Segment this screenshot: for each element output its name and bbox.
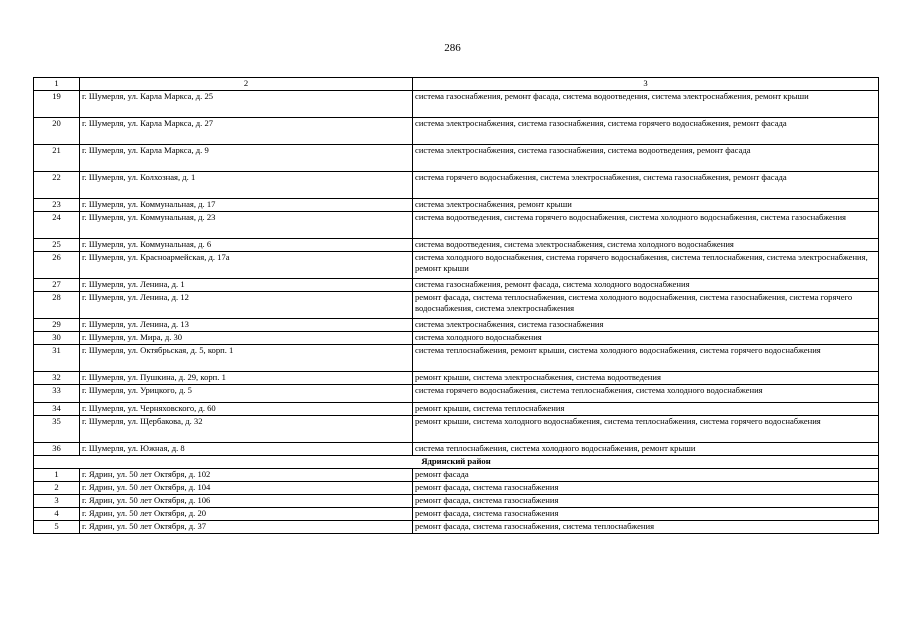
section-title: Ядринский район xyxy=(34,455,879,468)
row-address: г. Шумерля, ул. Красноармейская, д. 17а xyxy=(80,251,413,278)
row-number: 5 xyxy=(34,520,80,533)
row-number: 28 xyxy=(34,291,80,318)
table-row xyxy=(34,238,879,251)
column-header-works: 3 xyxy=(413,78,879,91)
row-works: система горячего водоснабжения, система электроснабжения, система газоснабжения, ремонт фасада xyxy=(413,171,879,198)
table-row xyxy=(34,90,879,117)
row-address: г. Шумерля, ул. Карла Маркса, д. 27 xyxy=(80,117,413,144)
row-works: система теплоснабжения, ремонт крыши, система холодного водоснабжения, система горячего водоснабжения xyxy=(413,344,879,371)
table-row xyxy=(34,211,879,238)
row-works: система электроснабжения, система газоснабжения xyxy=(413,318,879,331)
table-row xyxy=(34,198,879,211)
row-address: г. Шумерля, ул. Ленина, д. 1 xyxy=(80,278,413,291)
row-address: г. Ядрин, ул. 50 лет Октября, д. 102 xyxy=(80,468,413,481)
row-number: 4 xyxy=(34,507,80,520)
row-works: система электроснабжения, ремонт крыши xyxy=(413,198,879,211)
table-row xyxy=(34,415,879,442)
table-header-row xyxy=(34,78,879,91)
row-number: 21 xyxy=(34,144,80,171)
row-works: ремонт фасада, система газоснабжения xyxy=(413,481,879,494)
table-body xyxy=(34,78,879,534)
table-row xyxy=(34,507,879,520)
row-address: г. Шумерля, ул. Коммунальная, д. 17 xyxy=(80,198,413,211)
row-works: система электроснабжения, система газоснабжения, система горячего водоснабжения, ремонт фасада xyxy=(413,117,879,144)
row-number: 19 xyxy=(34,90,80,117)
row-address: г. Шумерля, ул. Черняховского, д. 60 xyxy=(80,402,413,415)
column-header-address: 2 xyxy=(80,78,413,91)
row-works: ремонт фасада, система теплоснабжения, система холодного водоснабжения, система газоснабжения, система горячего водоснабжения, система электроснабжения xyxy=(413,291,879,318)
row-address: г. Шумерля, ул. Мира, д. 30 xyxy=(80,331,413,344)
row-works: система газоснабжения, ремонт фасада, система водоотведения, система электроснабжения, ремонт крыши xyxy=(413,90,879,117)
table-row xyxy=(34,384,879,402)
row-number: 2 xyxy=(34,481,80,494)
row-number: 22 xyxy=(34,171,80,198)
row-address: г. Шумерля, ул. Карла Маркса, д. 25 xyxy=(80,90,413,117)
row-address: г. Шумерля, ул. Щербакова, д. 32 xyxy=(80,415,413,442)
row-works: система горячего водоснабжения, система теплоснабжения, система холодного водоснабжения xyxy=(413,384,879,402)
houses-table xyxy=(33,77,879,534)
row-works: система электроснабжения, система газоснабжения, система водоотведения, ремонт фасада xyxy=(413,144,879,171)
table-row xyxy=(34,481,879,494)
row-number: 29 xyxy=(34,318,80,331)
table-row xyxy=(34,494,879,507)
row-number: 35 xyxy=(34,415,80,442)
table-row xyxy=(34,442,879,455)
row-number: 36 xyxy=(34,442,80,455)
row-number: 30 xyxy=(34,331,80,344)
row-number: 20 xyxy=(34,117,80,144)
table-row xyxy=(34,251,879,278)
table-row xyxy=(34,371,879,384)
table-row xyxy=(34,278,879,291)
row-number: 31 xyxy=(34,344,80,371)
table-row xyxy=(34,344,879,371)
table-row xyxy=(34,331,879,344)
table-row xyxy=(34,318,879,331)
row-number: 27 xyxy=(34,278,80,291)
row-works: система холодного водоснабжения, система горячего водоснабжения, система теплоснабжения, система электроснабжения, ремонт крыши xyxy=(413,251,879,278)
row-address: г. Ядрин, ул. 50 лет Октября, д. 20 xyxy=(80,507,413,520)
row-works: система холодного водоснабжения xyxy=(413,331,879,344)
row-number: 3 xyxy=(34,494,80,507)
row-works: ремонт фасада, система газоснабжения, система теплоснабжения xyxy=(413,520,879,533)
table-row xyxy=(34,171,879,198)
row-address: г. Шумерля, ул. Южная, д. 8 xyxy=(80,442,413,455)
row-works: система водоотведения, система горячего водоснабжения, система холодного водоснабжения, система газоснабжения xyxy=(413,211,879,238)
row-number: 33 xyxy=(34,384,80,402)
table-row xyxy=(34,468,879,481)
row-number: 23 xyxy=(34,198,80,211)
column-header-number: 1 xyxy=(34,78,80,91)
table-row xyxy=(34,291,879,318)
row-address: г. Шумерля, ул. Колхозная, д. 1 xyxy=(80,171,413,198)
row-number: 26 xyxy=(34,251,80,278)
row-works: система теплоснабжения, система холодного водоснабжения, ремонт крыши xyxy=(413,442,879,455)
section-row xyxy=(34,455,879,468)
page-number: 286 xyxy=(444,42,461,54)
row-address: г. Шумерля, ул. Карла Маркса, д. 9 xyxy=(80,144,413,171)
row-address: г. Шумерля, ул. Коммунальная, д. 23 xyxy=(80,211,413,238)
row-address: г. Шумерля, ул. Коммунальная, д. 6 xyxy=(80,238,413,251)
table-row xyxy=(34,520,879,533)
row-works: система газоснабжения, ремонт фасада, система холодного водоснабжения xyxy=(413,278,879,291)
row-address: г. Шумерля, ул. Ленина, д. 13 xyxy=(80,318,413,331)
row-works: ремонт крыши, система теплоснабжения xyxy=(413,402,879,415)
table-row xyxy=(34,117,879,144)
row-works: ремонт крыши, система электроснабжения, система водоотведения xyxy=(413,371,879,384)
row-number: 25 xyxy=(34,238,80,251)
row-number: 1 xyxy=(34,468,80,481)
row-works: ремонт фасада, система газоснабжения xyxy=(413,494,879,507)
row-works: ремонт фасада xyxy=(413,468,879,481)
row-number: 24 xyxy=(34,211,80,238)
row-address: г. Шумерля, ул. Пушкина, д. 29, корп. 1 xyxy=(80,371,413,384)
row-number: 32 xyxy=(34,371,80,384)
row-address: г. Ядрин, ул. 50 лет Октября, д. 104 xyxy=(80,481,413,494)
row-address: г. Ядрин, ул. 50 лет Октября, д. 106 xyxy=(80,494,413,507)
table-row xyxy=(34,144,879,171)
table-row xyxy=(34,402,879,415)
row-works: ремонт крыши, система холодного водоснабжения, система теплоснабжения, система горячего водоснабжения xyxy=(413,415,879,442)
row-number: 34 xyxy=(34,402,80,415)
row-address: г. Шумерля, ул. Октябрьская, д. 5, корп. 1 xyxy=(80,344,413,371)
row-address: г. Шумерля, ул. Урицкого, д. 5 xyxy=(80,384,413,402)
row-works: ремонт фасада, система газоснабжения xyxy=(413,507,879,520)
row-address: г. Ядрин, ул. 50 лет Октября, д. 37 xyxy=(80,520,413,533)
row-works: система водоотведения, система электроснабжения, система холодного водоснабжения xyxy=(413,238,879,251)
row-address: г. Шумерля, ул. Ленина, д. 12 xyxy=(80,291,413,318)
